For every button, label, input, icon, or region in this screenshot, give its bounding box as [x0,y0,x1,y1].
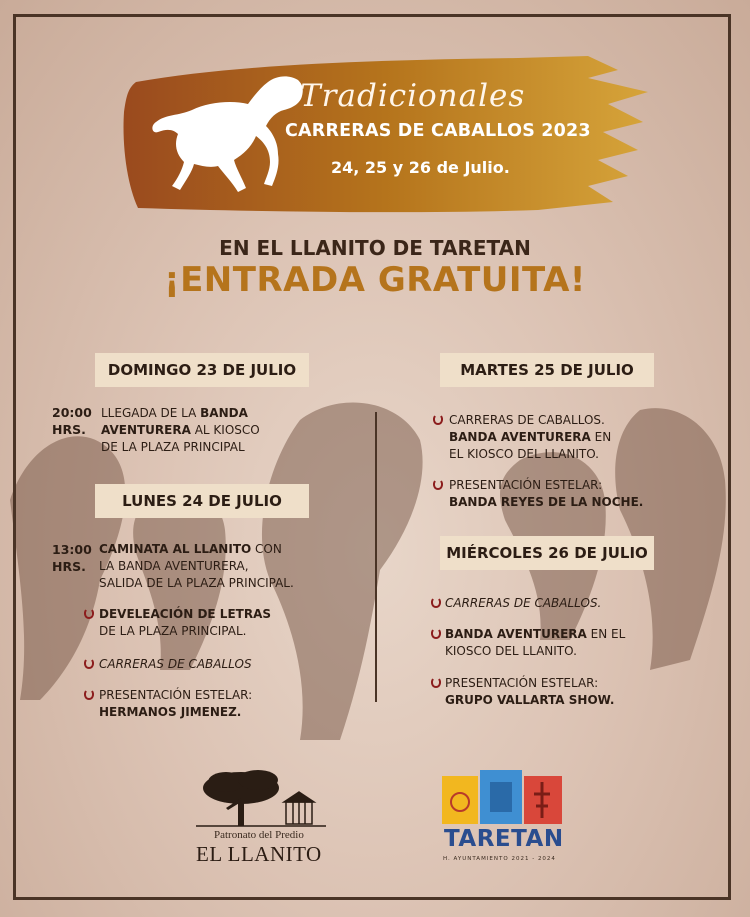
schedule-item-carreras-lunes: CARRERAS DE CABALLOS [99,657,252,671]
event-dates: 24, 25 y 26 de Julio. [331,158,510,177]
horseshoe-icon [84,659,94,669]
taretan-logo-text: TARETAN [444,826,564,852]
day-label-miercoles: MIÉRCOLES 26 DE JULIO [440,536,654,570]
day-label-lunes: LUNES 24 DE JULIO [95,484,309,518]
patronato-subtitle: Patronato del Predio [214,829,304,841]
schedule-item-miercoles-1: CARRERAS DE CABALLOS. [445,596,602,610]
horseshoe-icon [431,629,441,639]
day-label-martes: MARTES 25 DE JULIO [440,353,654,387]
horseshoe-icon [433,480,443,490]
event-title: CARRERAS DE CABALLOS 2023 [285,121,591,141]
ayuntamiento-text: H. AYUNTAMIENTO 2021 - 2024 [443,856,556,862]
schedule-item-presentacion-lunes: PRESENTACIÓN ESTELAR: HERMANOS JIMENEZ. [99,688,253,719]
horseshoe-icon [431,678,441,688]
horseshoe-icon [84,609,94,619]
schedule-item-miercoles-3: PRESENTACIÓN ESTELAR: GRUPO VALLARTA SHOW. [445,676,615,707]
kiosk-icon [284,792,314,824]
schedule-item-martes-1: CARRERAS DE CABALLOS. BANDA AVENTURERA EN EL KIOSCO DEL LLANITO. [449,413,612,461]
taretan-logo-icon [442,770,562,826]
schedule-text-lunes: CAMINATA AL LLANITO CON LA BANDA AVENTURERA, SALIDA DE LA PLAZA PRINCIPAL. [99,542,294,590]
schedule-item-miercoles-2: BANDA AVENTURERA EN EL KIOSCO DEL LLANITO. [445,627,626,658]
time-lunes: 13:00 HRS. [52,542,92,574]
day-label-domingo: DOMINGO 23 DE JULIO [95,353,309,387]
patronato-name: EL LLANITO [196,842,322,866]
column-divider [375,412,377,702]
schedule-item-martes-2: PRESENTACIÓN ESTELAR: BANDA REYES DE LA NOCHE. [449,478,644,509]
horseshoe-icon [431,598,441,608]
tree-icon [196,768,326,828]
schedule-item-develeacion: DEVELEACIÓN DE LETRAS DE LA PLAZA PRINCIPAL. [99,607,272,638]
horseshoe-icon [433,415,443,425]
venue-text: EN EL LLANITO DE TARETAN [219,236,531,260]
schedule-text-domingo: LLEGADA DE LA BANDA AVENTURERA AL KIOSCO DE LA PLAZA PRINCIPAL [101,406,260,454]
horse-icon [148,70,308,195]
free-entry-text: ¡ENTRADA GRATUITA! [164,260,586,300]
horseshoe-icon [84,690,94,700]
time-domingo: 20:00 HRS. [52,405,92,437]
title-script: Tradicionales [300,78,526,114]
